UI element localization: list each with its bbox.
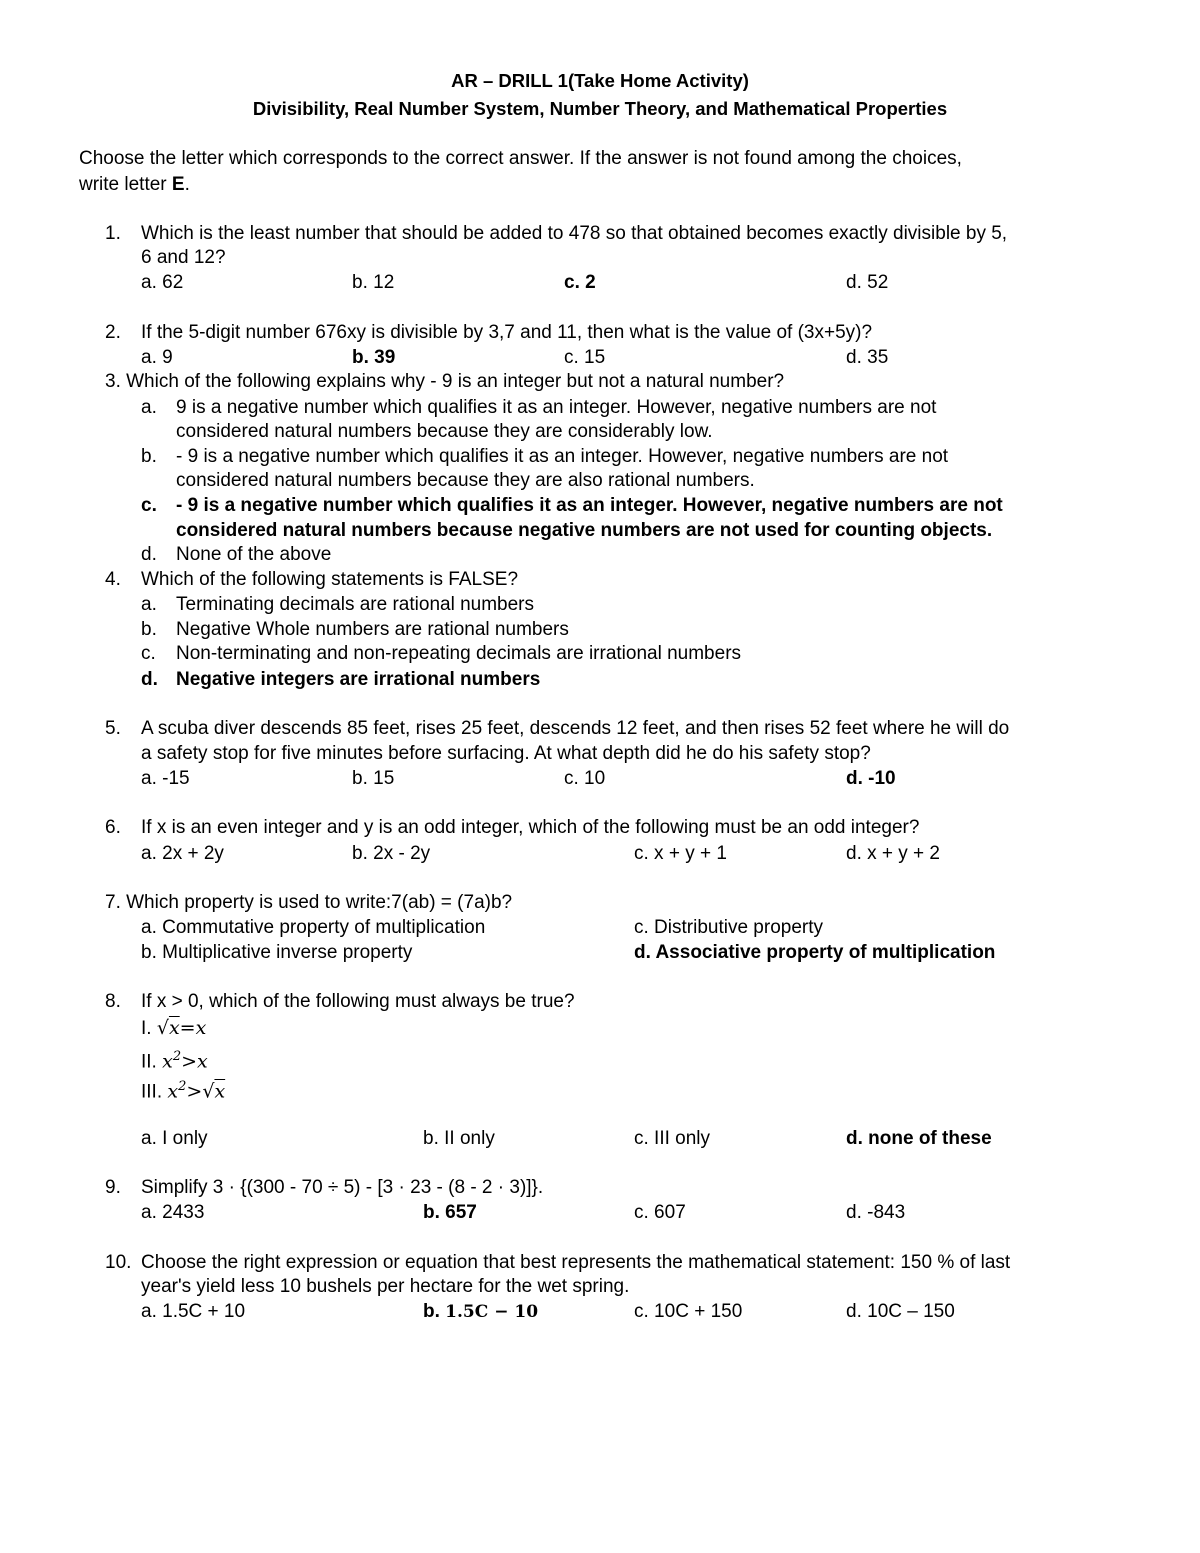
q8-text: If x > 0, which of the following must always be true? bbox=[141, 991, 575, 1012]
q8-statement-3: III. $x^2>√x$ bbox=[141, 1079, 226, 1103]
q9-choice-c: c. 607 bbox=[634, 1202, 686, 1223]
q7-choice-b: b. Multiplicative inverse property bbox=[141, 942, 413, 963]
q1-text-line-2: 6 and 12? bbox=[141, 247, 226, 268]
q4-choice-c-label: c. bbox=[141, 643, 156, 664]
q1-text-line-1: Which is the least number that should be added to 478 so that obtained becomes exactly divisible by 5, bbox=[141, 223, 1008, 244]
q6-text: If x is an even integer and y is an odd integer, which of the following must be an odd integer? bbox=[141, 817, 920, 838]
q7-text: 7. Which property is used to write:7(ab) = (7a)b? bbox=[105, 892, 513, 913]
q10-text-line-2: year's yield less 10 bushels per hectare for the wet spring. bbox=[141, 1276, 630, 1297]
q5-choice-d-answer: d. -10 bbox=[846, 768, 896, 789]
q4-choice-d-answer: Negative integers are irrational numbers bbox=[176, 669, 541, 690]
q1-choice-c-answer: c. 2 bbox=[564, 272, 596, 293]
q1-number: 1. bbox=[105, 223, 121, 244]
q9-choice-d: d. -843 bbox=[846, 1202, 906, 1223]
q10-choice-a: a. 1.5C + 10 bbox=[141, 1301, 246, 1322]
q5-number: 5. bbox=[105, 718, 121, 739]
q3-text: 3. Which of the following explains why - 9 is an integer but not a natural number? bbox=[105, 371, 785, 392]
q6-choice-c: c. x + y + 1 bbox=[634, 843, 727, 864]
q4-choice-c: Non-terminating and non-repeating decimals are irrational numbers bbox=[176, 643, 742, 664]
document-subtitle: Divisibility, Real Number System, Number Theory, and Mathematical Properties bbox=[252, 98, 948, 119]
q10-choice-d: d. 10C – 150 bbox=[846, 1301, 955, 1322]
q1-choice-a: a. 62 bbox=[141, 272, 184, 293]
q3-choice-b-line-2: considered natural numbers because they are also rational numbers. bbox=[176, 470, 755, 491]
sqrt-x-expression: √x bbox=[202, 1080, 226, 1103]
q2-number: 2. bbox=[105, 322, 121, 343]
q8-choice-c: c. III only bbox=[634, 1128, 711, 1149]
q8-choice-a: a. I only bbox=[141, 1128, 208, 1149]
q9-choice-a: a. 2433 bbox=[141, 1202, 205, 1223]
q4-choice-b-label: b. bbox=[141, 619, 157, 640]
q3-choice-b-line-1: - 9 is a negative number which qualifies it as an integer. However, negative numbers are not bbox=[176, 446, 949, 467]
q7-choice-c: c. Distributive property bbox=[634, 917, 824, 938]
q4-choice-d-label: d. bbox=[141, 669, 158, 690]
q1-choice-d: d. 52 bbox=[846, 272, 889, 293]
q10-text-line-1: Choose the right expression or equation that best represents the mathematical statement: 150 % of last bbox=[141, 1252, 1011, 1273]
instructions-line-2: write letter E. bbox=[79, 174, 190, 195]
q3-choice-c-answer-line-1: - 9 is a negative number which qualifies it as an integer. However, negative numbers are not bbox=[176, 495, 1003, 516]
q2-choice-c: c. 15 bbox=[564, 347, 606, 368]
q8-choice-d-answer: d. none of these bbox=[846, 1128, 992, 1149]
q2-text: If the 5-digit number 676xy is divisible by 3,7 and 11, then what is the value of (3x+5y)? bbox=[141, 322, 873, 343]
q3-choice-d: None of the above bbox=[176, 544, 332, 565]
q2-choice-b-answer: b. 39 bbox=[352, 347, 396, 368]
q4-text: Which of the following statements is FALSE? bbox=[141, 569, 519, 590]
q8-number: 8. bbox=[105, 991, 121, 1012]
q6-choice-a: a. 2x + 2y bbox=[141, 843, 224, 864]
q3-choice-c-answer-line-2: considered natural numbers because negative numbers are not used for counting objects. bbox=[176, 520, 993, 541]
q1-choice-b: b. 12 bbox=[352, 272, 395, 293]
q7-choice-a: a. Commutative property of multiplication bbox=[141, 917, 486, 938]
q3-choice-a-line-2: considered natural numbers because they are considerably low. bbox=[176, 421, 713, 442]
q6-number: 6. bbox=[105, 817, 121, 838]
q3-choice-b-label: b. bbox=[141, 446, 157, 467]
sqrt-x-expression: √x bbox=[156, 1017, 180, 1039]
q5-text-line-1: A scuba diver descends 85 feet, rises 25 feet, descends 12 feet, and then rises 52 feet where he will do bbox=[141, 718, 1010, 739]
q8-statement-1: I. √x=x bbox=[141, 1017, 207, 1039]
q2-choice-a: a. 9 bbox=[141, 347, 173, 368]
q9-text: Simplify 3 · {(300 - 70 ÷ 5) - [3 · 23 - (8 - 2 · 3)]}. bbox=[141, 1177, 544, 1198]
q9-choice-b-answer: b. 657 bbox=[423, 1202, 477, 1223]
q6-choice-b: b. 2x - 2y bbox=[352, 843, 431, 864]
q10-choice-c: c. 10C + 150 bbox=[634, 1301, 743, 1322]
q8-statement-2: II. $x^2>x$ bbox=[141, 1049, 208, 1073]
q4-choice-a: Terminating decimals are rational numbers bbox=[176, 594, 534, 615]
q4-number: 4. bbox=[105, 569, 121, 590]
q9-number: 9. bbox=[105, 1177, 121, 1198]
instructions-line-1: Choose the letter which corresponds to the correct answer. If the answer is not found among the choices, bbox=[79, 148, 962, 169]
q4-choice-a-label: a. bbox=[141, 594, 157, 615]
q2-choice-d: d. 35 bbox=[846, 347, 889, 368]
q6-choice-d: d. x + y + 2 bbox=[846, 843, 940, 864]
q7-choice-d-answer: d. Associative property of multiplication bbox=[634, 942, 996, 963]
q5-choice-a: a. -15 bbox=[141, 768, 190, 789]
q10-choice-b-answer: b. 1.5C − 10 bbox=[423, 1301, 539, 1322]
q10-number: 10. bbox=[105, 1252, 132, 1273]
q8-choice-b: b. II only bbox=[423, 1128, 495, 1149]
q5-choice-b: b. 15 bbox=[352, 768, 395, 789]
q3-choice-a-label: a. bbox=[141, 397, 157, 418]
document-title: AR – DRILL 1(Take Home Activity) bbox=[451, 70, 749, 91]
q3-choice-a-line-1: 9 is a negative number which qualifies it as an integer. However, negative numbers are not bbox=[176, 397, 937, 418]
q4-choice-b: Negative Whole numbers are rational numbers bbox=[176, 619, 569, 640]
q3-choice-d-label: d. bbox=[141, 544, 157, 565]
q5-choice-c: c. 10 bbox=[564, 768, 606, 789]
q3-choice-c-label: c. bbox=[141, 495, 157, 516]
q5-text-line-2: a safety stop for five minutes before surfacing. At what depth did he do his safety stop? bbox=[141, 743, 871, 764]
